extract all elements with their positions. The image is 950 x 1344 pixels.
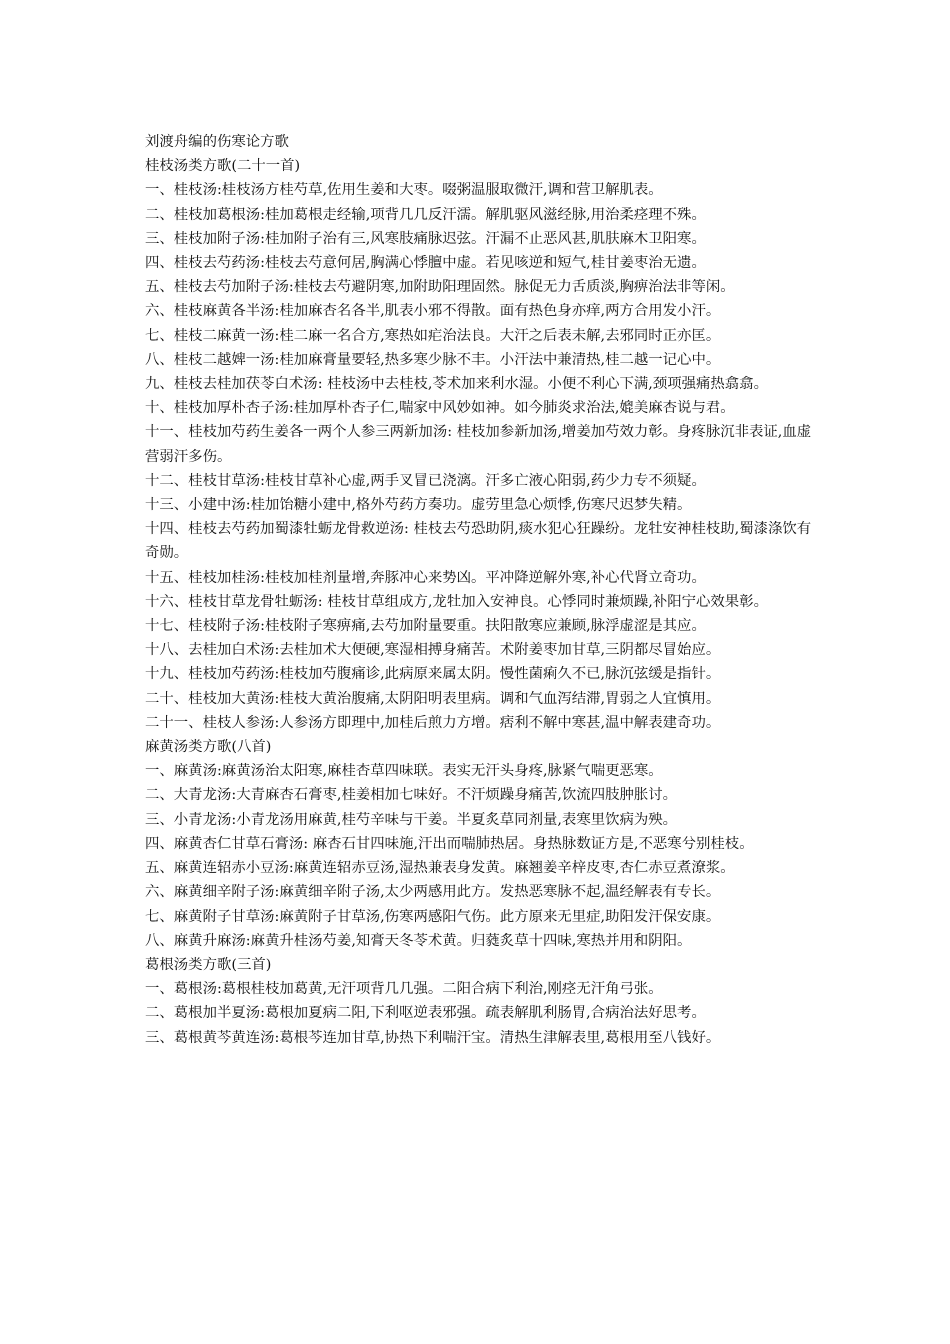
formula-entry: 八、桂枝二越婢一汤:桂加麻膏量要轻,热多寒少脉不丰。小汗法中兼清热,桂二越一记心中。 [145,351,721,368]
formula-entry: 十一、桂枝加芍药生姜各一两个人参三两新加汤: 桂枝加参新加汤,增姜加芍效力彰。身疼脉沉非表证,血虚营弱汗多伤。 [145,424,812,465]
formula-entry: 一、葛根汤:葛根桂枝加葛黄,无汗项背几几强。二阳合病下利治,刚痉无汗角弓张。 [145,981,663,998]
formula-entry: 十三、小建中汤:桂加饴糖小建中,格外芍药方奏功。虚劳里急心烦悸,伤寒尺迟梦失精。 [145,497,692,514]
formula-entry: 二、大青龙汤:大青麻杏石膏枣,桂姜相加七味好。不汗烦躁身痛苦,饮流四肢肿胀讨。 [145,787,678,804]
formula-entry: 十五、桂枝加桂汤:桂枝加桂剂量增,奔豚冲心来势凶。平冲降逆解外寒,补心代肾立奇功。 [145,569,706,586]
formula-entry: 一、桂枝汤:桂枝汤方桂芍草,佐用生姜和大枣。啜粥温服取微汗,调和营卫解肌表。 [145,182,663,199]
formula-entry: 六、麻黄细辛附子汤:麻黄细辛附子汤,太少两感用此方。发热恶寒脉不起,温经解表有专长。 [145,884,721,901]
formula-entry: 五、桂枝去芍加附子汤:桂枝去芍避阴寒,加附助阳理固然。脉促无力舌质淡,胸痹治法非等闲。 [145,279,735,296]
formula-entry: 十九、桂枝加芍药汤:桂枝加芍腹痛诊,此病原来属太阴。慢性菌痢久不已,脉沉弦缓是指针。 [145,666,721,683]
formula-entry: 二十一、桂枝人参汤:人参汤方即理中,加桂后煎力方增。痞利不解中寒甚,温中解表建奇功。 [145,714,721,731]
formula-entry: 十六、桂枝甘草龙骨牡蛎汤: 桂枝甘草组成方,龙牡加入安神良。心悸同时兼烦躁,补阳宁心效果彰。 [145,593,768,610]
formula-entry: 四、桂枝去芍药汤:桂枝去芍意何居,胸满心悸膻中虚。若见咳逆和短气,桂甘姜枣治无遗。 [145,255,706,272]
formula-entry: 一、麻黄汤:麻黄汤治太阳寒,麻桂杏草四味联。表实无汗头身疼,脉紧气喘更恶寒。 [145,763,663,780]
formula-entry: 三、葛根黄芩黄连汤:葛根芩连加甘草,协热下利喘汗宝。清热生津解表里,葛根用至八钱好。 [145,1029,721,1046]
section-heading: 麻黄汤类方歌(八首) [145,739,272,756]
formula-entry: 七、麻黄附子甘草汤:麻黄附子甘草汤,伤寒两感阳气伤。此方原来无里症,助阳发汗保安康。 [145,908,721,925]
formula-entry: 五、麻黄连轺赤小豆汤:麻黄连轺赤豆汤,湿热兼表身发黄。麻翘姜辛梓皮枣,杏仁赤豆煮潦浆。 [145,860,735,877]
formula-entry: 十七、桂枝附子汤:桂枝附子寒痹痛,去芍加附量要重。扶阳散寒应兼顾,脉浮虚涩是其应。 [145,618,706,635]
formula-entry: 十八、去桂加白术汤:去桂加术大便硬,寒湿相搏身痛苦。术附姜枣加甘草,三阴都尽冒始应。 [145,642,721,659]
formula-entry: 二、桂枝加葛根汤:桂加葛根走经输,项背几几反汗濡。解肌驱风滋经脉,用治柔痉理不殊。 [145,206,706,223]
formula-entry: 十四、桂枝去芍药加蜀漆牡蛎龙骨救逆汤: 桂枝去芍恐助阴,痰水犯心狂躁纷。龙牡安神桂枝助,蜀漆涤饮有奇勋。 [145,521,812,562]
formula-entry: 七、桂枝二麻黄一汤:桂二麻一名合方,寒热如疟治法良。大汗之后表未解,去邪同时正亦匡。 [145,327,721,344]
formula-entry: 三、小青龙汤:小青龙汤用麻黄,桂芍辛味与干姜。半夏炙草同剂量,表寒里饮病为殃。 [145,811,678,828]
document-title: 刘渡舟编的伤寒论方歌 [145,134,289,150]
formula-entry: 十二、桂枝甘草汤:桂枝甘草补心虚,两手叉冒已浇漓。汗多亡液心阳弱,药少力专不须疑。 [145,472,706,489]
formula-entry: 二十、桂枝加大黄汤:桂枝大黄治腹痛,太阴阳明表里病。调和气血泻结滞,胃弱之人宜慎用。 [145,690,721,707]
formula-entry: 六、桂枝麻黄各半汤:桂加麻杏名各半,肌表小邪不得散。面有热色身亦痒,两方合用发小汗。 [145,303,721,320]
document-page [145,130,825,1050]
formula-entry: 四、麻黄杏仁甘草石膏汤: 麻杏石甘四味施,汗出而喘肺热居。身热脉数证方是,不恶寒兮别桂枝。 [145,835,754,852]
formula-entry: 十、桂枝加厚朴杏子汤:桂加厚朴杏子仁,喘家中风妙如神。如今肺炎求治法,媲美麻杏说与君。 [145,400,735,417]
formula-entry: 三、桂枝加附子汤:桂加附子治有三,风寒肢痛脉迟弦。汗漏不止恶风甚,肌肤麻木卫阳寒。 [145,230,706,247]
formula-entry: 八、麻黄升麻汤:麻黄升桂汤芍姜,知膏天冬苓术黄。归蕤炙草十四味,寒热并用和阴阳。 [145,932,692,949]
section-heading: 桂枝汤类方歌(二十一首) [145,158,301,175]
formula-entry: 二、葛根加半夏汤:葛根加夏病二阳,下利呕逆表邪强。疏表解肌利肠胃,合病治法好思考。 [145,1005,706,1022]
document-body [145,154,825,1050]
section-heading: 葛根汤类方歌(三首) [145,956,272,973]
formula-entry: 九、桂枝去桂加茯苓白术汤: 桂枝汤中去桂枝,苓术加来利水湿。小便不利心下满,颈项强痛热翕翕。 [145,376,768,393]
